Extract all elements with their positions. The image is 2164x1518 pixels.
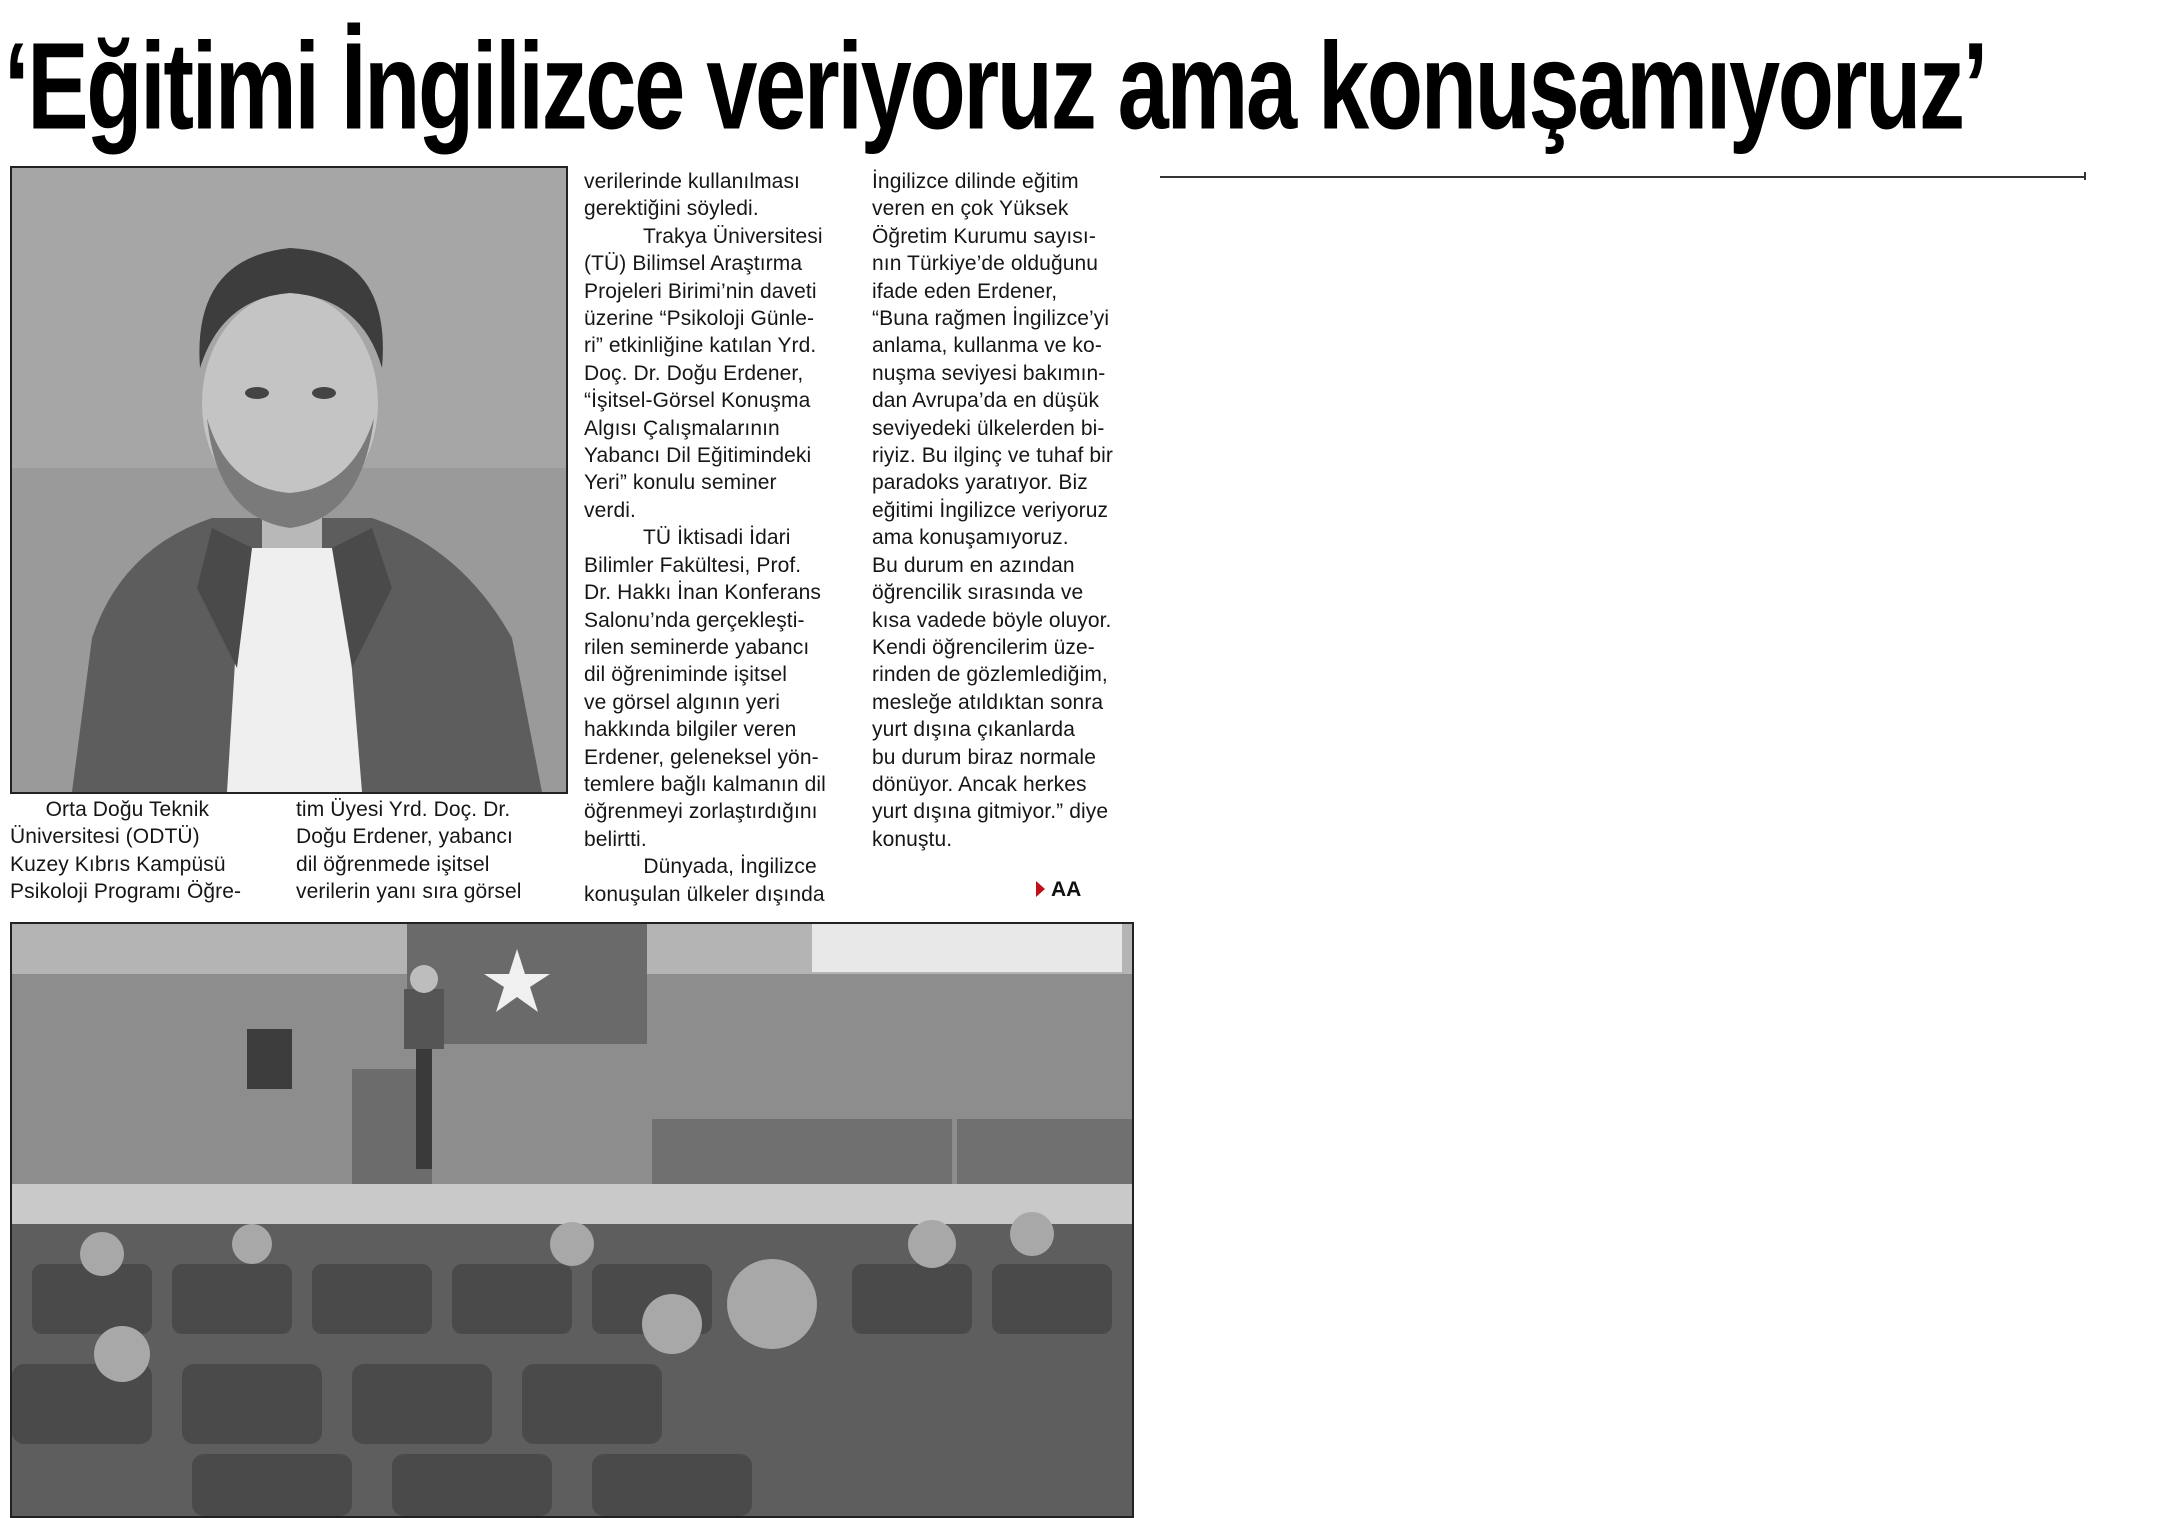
- divider-rule: [1160, 176, 2086, 178]
- article-column-3: verilerinde kullanılması gerektiğini söyledi. Trakya Üniversitesi (TÜ) Bilimsel Araştırma Projeleri Birimi’nin daveti üzerine “Psikoloji Günle- ri” etkinliğine katılan Yrd. Doç. Dr. Doğu Erdener, “İşitsel-Görsel Konuşma Algısı Çalışmalarının Yabancı Dil Eğitimindeki Yeri” konulu seminer verdi. TÜ İktisadi İdari Bilimler Fakültesi, Prof. Dr. Hakkı İnan Konferans Salonu’nda gerçekleşti- rilen seminerde yabancı dil öğreniminde işitsel ve görsel algının yeri hakkında bilgiler veren Erdener, geleneksel yön- temlere bağlı kalmanın dil öğrenmeyi zorlaştırdığını belirtti. Dünyada, İngilizce konuşulan ülkeler dışında: [584, 170, 826, 906]
- article-column-1: Orta Doğu Teknik Üniversitesi (ODTÜ) Kuzey Kıbrıs Kampüsü Psikoloji Programı Öğre-: [10, 798, 242, 904]
- audience-illustration: [12, 924, 1132, 1516]
- credit-label: AA: [1051, 878, 1082, 901]
- arrow-icon: [1036, 881, 1045, 897]
- portrait-photo: [10, 166, 568, 794]
- divider-rule-end: [2084, 172, 2086, 180]
- article-column-4: İngilizce dilinde eğitim veren en çok Yüksek Öğretim Kurumu sayısı- nın Türkiye’de olduğunu ifade eden Erdener, “Buna rağmen İngilizce’yi anlama, kullanma ve ko- nuşma seviyesi bakımın- dan Avrupa’da en düşük seviyedeki ülkelerden bi- riyiz. Bu ilginç ve tuhaf bir paradoks yaratıyor. Biz eğitimi İngilizce veriyoruz ama konuşamıyoruz. Bu durum en azından öğrencilik sırasında ve kısa vadede böyle oluyor. Kendi öğrencilerim üze- rinden de gözlemlediğim, mesleğe atıldıktan sonra yurt dışına çıkanlarda bu durum biraz normale dönüyor. Ancak herkes yurt dışına gitmiyor.” diye konuştu.: [872, 170, 1113, 851]
- credit-line: [1036, 876, 1081, 903]
- article-column-2: tim Üyesi Yrd. Doç. Dr. Doğu Erdener, yabancı dil öğrenmede işitsel verilerin yanı sıra görsel: [296, 798, 522, 904]
- headline: ‘Eğitimi İngilizce veriyoruz ama konuşamıyoruz’: [4, 17, 1986, 157]
- portrait-illustration: [12, 168, 566, 792]
- audience-photo: [10, 922, 1134, 1518]
